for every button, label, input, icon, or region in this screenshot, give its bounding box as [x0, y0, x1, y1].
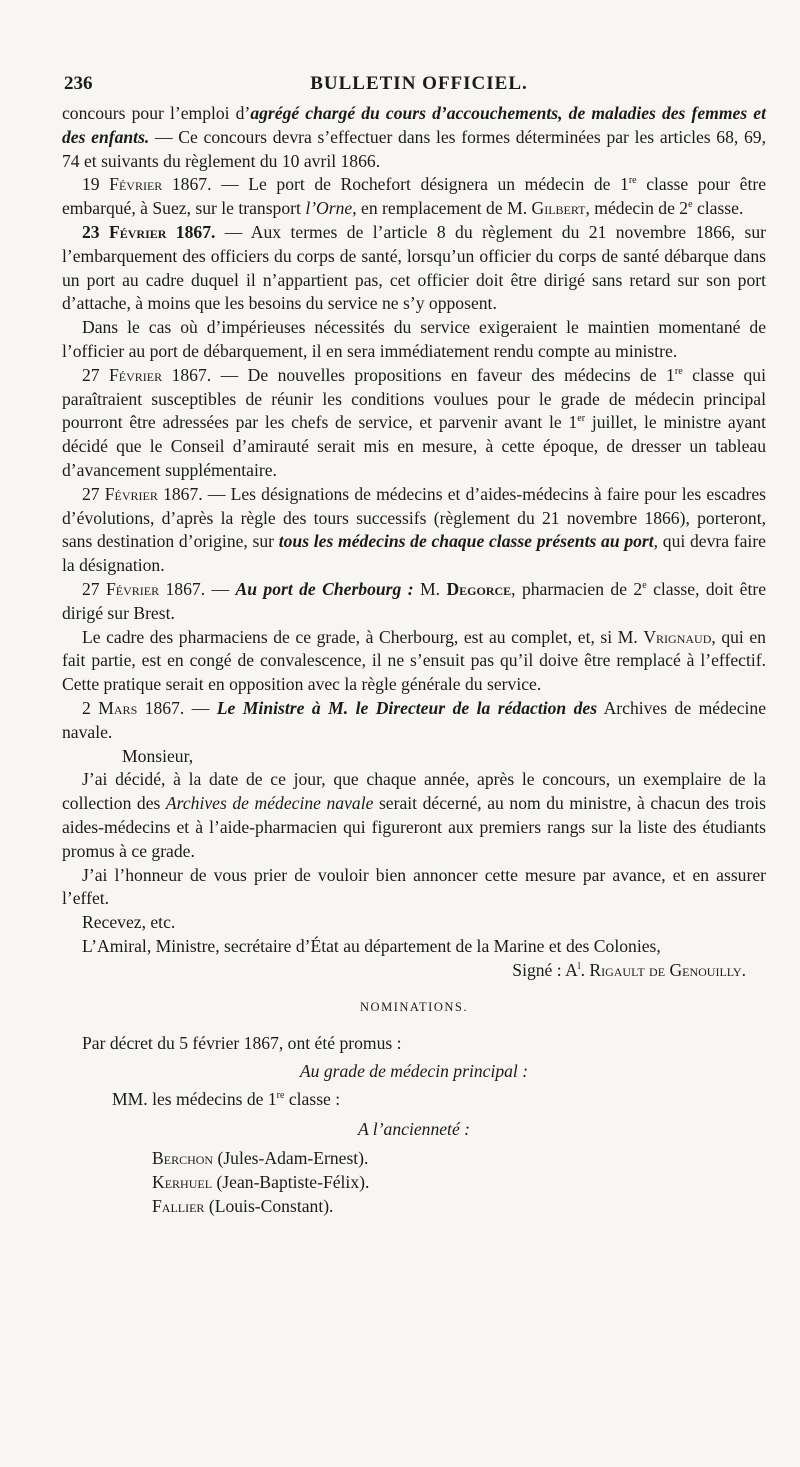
entry-date: 27 Février 1867. [82, 483, 203, 504]
anciennete-heading: A l’ancienneté : [357, 1118, 471, 1139]
article-body [62, 102, 766, 1219]
paragraph-19-fevrier: 19 Février 1867. — Le port de Rochefort désignera un médecin de 1re classe pour être embarqué, à Suez, sur le transport l’Orne, en remplacement de M. Gilbert, médecin de 2e classe. [62, 174, 766, 219]
paragraph-27-fevrier-c: 27 Février 1867. — Au port de Cherbourg : M. Degorce, pharmacien de 2e classe, doit être dirigé sur Brest. [62, 578, 767, 623]
entry-date: 19 Février 1867. [82, 174, 212, 195]
page-number: 236 [64, 73, 93, 94]
grade-heading: Au grade de médecin principal : [299, 1061, 529, 1082]
paragraph-dans-le-cas: Dans le cas où d’impérieuses nécessités du service exigeraient le maintien momentané de l’officier au port de débarquement, il en sera immédiatement rendu compte au ministre. [62, 317, 766, 361]
paragraph-cadre-pharmaciens: Le cadre des pharmaciens de ce grade, à Cherbourg, est au complet, et, si M. Vrignaud, qui en fait partie, est en congé de convalescence, il ne s’ensuit pas qu’il doive être remplacé à l’effectif. Cette pratique serait en opposition avec la règle générale du service. [62, 626, 766, 695]
paragraph-23-fevrier: 23 Février 1867. — Aux termes de l’article 8 du règlement du 21 novembre 1866, sur l’embarquement des officiers du corps de santé, lorsqu’un officier du corps de santé débarque dans un port au cadre duquel il n’appartient pas, cet officier doit être dirigé sans retard sur son port d’attache, à moins que les besoins du service ne s’y opposent. [62, 221, 766, 314]
paragraph-honneur: J’ai l’honneur de vous prier de vouloir bien annoncer cette mesure par avance, et en assurer l’effet. [62, 864, 766, 909]
list-item: Kerhuel (Jean-Baptiste-Félix). [152, 1172, 370, 1193]
paragraph-27-fevrier-b: 27 Février 1867. — Les désignations de médecins et d’aides-médecins à faire pour les escadres d’évolutions, d’après la règle des tours successifs (règlement du 21 novembre 1866), porteront, sans destination d’origine, sur tous les médecins de chaque classe présents au port, qui devra faire la désignation. [62, 483, 767, 576]
salutation: Monsieur, [122, 745, 194, 766]
paragraph-recevez: Recevez, etc. [82, 912, 176, 933]
decree-line: Par décret du 5 février 1867, ont été promus : [82, 1033, 402, 1054]
signature: Signé : $A^l$. Rigault de Genouilly. [512, 959, 746, 980]
list-item: Fallier (Louis-Constant). [152, 1196, 334, 1217]
entry-date: 27 Février 1867. [82, 364, 212, 385]
paragraph-2-mars: 2 Mars 1867. — Le Ministre à M. le Directeur de la rédaction des Archives de médecine navale. [62, 697, 766, 742]
list-item: Berchon (Jules-Adam-Ernest). [152, 1148, 369, 1169]
entry-date: 23 Février 1867. [82, 221, 216, 242]
nominations-title: NOMINATIONS. [360, 1000, 468, 1015]
paragraph-concours: concours pour l’emploi d’agrégé chargé du cours d’accouchements, de maladies des femmes et des enfants. — Ce concours devra s’effectuer dans les formes déterminées par les articles 68, 69, 74 et suivants du règlement du 10 avril 1866. [62, 103, 766, 171]
paragraph-decision: J’ai décidé, à la date de ce jour, que chaque année, après le concours, un exemplaire de la collection des Archives de médecine navale serait décerné, au nom du ministre, à chacun des trois aides-médecins et à l’aide-pharmacien qui figureront aux premiers rangs sur la liste des étudiants promus à ce grade. [62, 769, 766, 861]
entry-date: 2 Mars 1867. [82, 697, 185, 718]
paragraph-27-fevrier-a: 27 Février 1867. — De nouvelles propositions en faveur des médecins de 1re classe qui paraîtraient susceptibles de réunir les conditions voulues pour le grade de médecin principal pourront être adressées par les chefs de service, et parvenir avant le 1er juillet, le ministre ayant décidé que le Conseil d’amirauté serait mis en mesure, à cette époque, de dresser un tableau d’avancement supplémentaire. [62, 364, 766, 480]
paragraph-amiral: L’Amiral, Ministre, secrétaire d’État au département de la Marine et des Colonies, [82, 935, 661, 956]
page-header [64, 72, 774, 98]
running-title: BULLETIN OFFICIEL. [310, 73, 528, 94]
promoted-list [62, 1147, 766, 1218]
mm-line: MM. les médecins de 1re classe : [112, 1088, 341, 1109]
entry-date: 27 Février 1867. [82, 578, 206, 599]
